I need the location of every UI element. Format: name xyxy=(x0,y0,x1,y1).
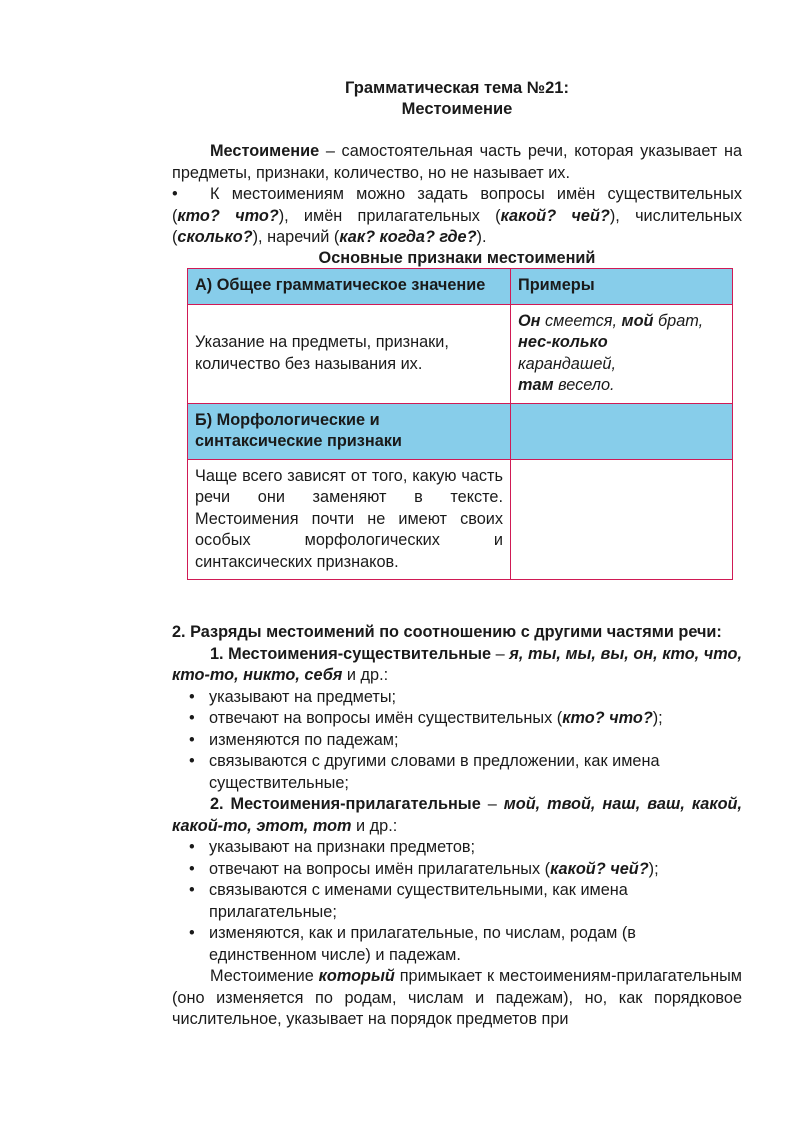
subsection-1-dash: – xyxy=(491,644,510,663)
list-item-text: изменяются, как и прилагательные, по числам, родам (в единственном числе) и падежам. xyxy=(209,924,636,964)
questions-text-5: ). xyxy=(476,228,487,246)
features-table xyxy=(187,268,733,581)
list-item-text: отвечают на вопросы имён прилагательных ( xyxy=(209,859,551,878)
list-item-text: отвечают на вопросы имён существительных ( xyxy=(209,709,563,727)
final-text-1: Местоимение xyxy=(210,967,319,985)
final-word-kotoryi: который xyxy=(318,967,395,985)
list-item xyxy=(189,837,742,859)
subsection-2-etc: и др.: xyxy=(351,816,398,835)
list-item-text: связываются с другими словами в предложении, как имена существительные; xyxy=(209,752,660,792)
header-examples: Примеры xyxy=(511,268,733,304)
question-adjectives: какой? чей? xyxy=(500,206,610,225)
question-numerals: сколько? xyxy=(177,228,253,246)
questions-text-4: ), наречий ( xyxy=(252,228,340,246)
example-on: Он xyxy=(518,311,541,330)
question-adverbs: как? когда? где? xyxy=(339,228,477,246)
definition-text: – самостоятельная часть речи, которая указывает на предметы, признаки, количество, но не называет их. xyxy=(172,142,742,182)
header-empty xyxy=(511,403,733,459)
list-item-text: ); xyxy=(648,859,659,878)
questions-paragraph xyxy=(172,184,742,249)
subsection-2-intro xyxy=(172,794,742,837)
list-item-text: связываются с именами существительными, как имена прилагательные; xyxy=(209,881,628,921)
list-item-question: кто? что? xyxy=(562,709,653,727)
final-paragraph xyxy=(172,966,742,1031)
title-line-1: Грамматическая тема №21: xyxy=(345,79,569,97)
document-page xyxy=(172,78,742,1031)
bullet-icon: • xyxy=(172,185,178,203)
cell-empty xyxy=(511,459,733,580)
list-item xyxy=(189,708,742,730)
question-nouns: кто? что? xyxy=(177,206,279,225)
example-text-4: весело. xyxy=(553,376,615,394)
section-2-heading: 2. Разряды местоимений по соотношению с другими частями речи: xyxy=(172,623,722,641)
list-item-text: ); xyxy=(652,709,663,727)
cell-examples xyxy=(511,304,733,403)
cell-morph-text: Чаще всего зависят от того, какую часть речи они заменяют в тексте. Местоимения почти не имеют своих особых морфологических и синтаксических признаков. xyxy=(188,459,511,580)
list-item xyxy=(189,751,742,794)
subsection-1-list xyxy=(172,687,742,795)
list-item-text: изменяются по падежам; xyxy=(209,730,399,749)
subsection-1-intro xyxy=(172,644,742,687)
title-line-2: Местоимение xyxy=(401,100,513,118)
definition-paragraph xyxy=(172,141,742,184)
list-item xyxy=(189,730,742,752)
list-item xyxy=(189,859,742,881)
example-tam: там xyxy=(518,376,554,394)
list-item xyxy=(189,687,742,709)
list-item xyxy=(189,923,742,966)
cell-meaning-text: Указание на предметы, признаки, количество без называния их. xyxy=(188,304,511,403)
table-caption: Основные признаки местоимений xyxy=(318,248,596,267)
example-moy: мой xyxy=(621,311,654,330)
questions-text-1: К местоимениям можно задать вопросы имён существительных ( xyxy=(172,185,742,225)
example-text-1: смеется, xyxy=(540,311,622,330)
document-title xyxy=(172,78,742,120)
questions-text-3: ), числительных ( xyxy=(172,206,742,246)
subsection-1-etc: и др.: xyxy=(342,666,389,684)
questions-text-2: ), имён прилагательных ( xyxy=(278,206,501,225)
subsection-2-dash: – xyxy=(480,795,504,813)
subsection-2-list xyxy=(172,837,742,966)
header-morphological: Б) Морфологические и синтаксические признаки xyxy=(188,403,511,459)
example-neskolko: нес-колько xyxy=(518,333,608,351)
subsection-1-examples: я, ты, мы, вы, он, кто, что, кто-то, никто, себя xyxy=(172,644,742,684)
list-item-question: какой? чей? xyxy=(550,859,649,878)
subsection-1-label: 1. Местоимения-существительные xyxy=(210,644,492,663)
list-item-text: указывают на предметы; xyxy=(209,687,397,706)
header-general-meaning: А) Общее грамматическое значение xyxy=(188,268,511,304)
definition-term: Местоимение xyxy=(210,142,320,160)
final-text-2: примыкает к местоимениям-прилагательным (оно изменяется по родам, числам и падежам), но, как порядковое числительное, указывает на порядок предметов при xyxy=(172,967,742,1028)
subsection-2-examples: мой, твой, наш, ваш, какой, какой-то, этот, тот xyxy=(172,795,742,835)
list-item xyxy=(189,880,742,923)
list-item-text: указывают на признаки предметов; xyxy=(209,838,476,856)
example-text-2: брат, xyxy=(653,311,704,330)
example-text-3: карандашей, xyxy=(518,354,617,373)
subsection-2-label: 2. Местоимения-прилагательные xyxy=(210,795,481,813)
